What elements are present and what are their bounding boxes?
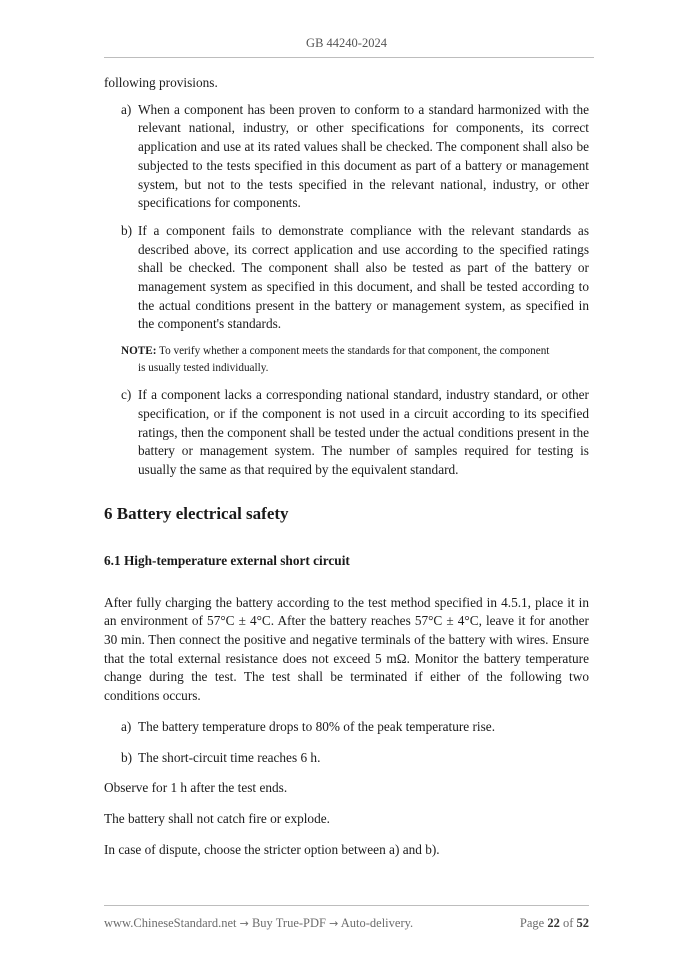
observe-text: Observe for 1 h after the test ends.	[104, 780, 288, 796]
condition-text: The short-circuit time reaches 6 h.	[138, 749, 321, 765]
list-item-text: If a component fails to demonstrate compliance with the relevant standards as described above, its correct application and use according to the specified ratings shall be checked. The component shall also be tested as part of the battery or management system as specified in this document, and shall be tested according to the actual conditions present in the battery or management system, as specified in the component's standards.	[138, 222, 589, 332]
condition-item-b	[121, 749, 589, 768]
intro-text: following provisions.	[104, 75, 218, 90]
list-item-label: a)	[121, 101, 132, 117]
list-item-c	[121, 386, 589, 480]
footer-divider	[104, 905, 589, 906]
list-item-text: If a component lacks a corresponding national standard, industry standard, or other specification, or if the component is not used in a circuit according to its specified ratings, then the component shall be tested under the actual conditions present in the battery or management system. The number of samples required for testing is usually the same as that required by the equivalent standard.	[138, 387, 589, 477]
note-text-continued: is usually tested individually.	[138, 362, 269, 375]
dispute-text: In case of dispute, choose the stricter option between a) and b).	[104, 841, 440, 857]
condition-item-a	[121, 718, 589, 737]
note-text: To verify whether a component meets the standards for that component, the component	[159, 345, 550, 358]
requirement-text: The battery shall not catch fire or explode.	[104, 810, 330, 826]
page-word: Page	[519, 916, 545, 930]
total-pages: 52	[576, 916, 589, 930]
note-label: NOTE:	[121, 345, 157, 358]
arrow-right-icon: →	[329, 917, 339, 930]
header-divider	[104, 57, 594, 58]
list-item-b	[121, 222, 589, 334]
current-page: 22	[547, 916, 560, 930]
list-item-label: b)	[121, 222, 133, 238]
page-content	[104, 74, 589, 859]
condition-label: b)	[121, 749, 133, 765]
auto-delivery-text: Auto-delivery.	[340, 916, 414, 930]
list-item-text: When a component has been proven to conform to a standard harmonized with the relevant national, industry, or other specifications for components, its correct application and use at its rated values shall be checked. The component shall also be subjected to the tests specified in this document as part of a battery or management system, but not to the tests specified in the relevant national, industry, or other specifications for components.	[138, 101, 589, 211]
note-block	[121, 343, 589, 377]
site-link[interactable]: www.ChineseStandard.net	[104, 916, 237, 930]
footer-links	[104, 916, 413, 931]
test-procedure-paragraph: After fully charging the battery according to the test method specified in 4.5.1, place it in an environment of 57°C ± 4°C. After the battery reaches 57°C ± 4°C, leave it for another 30 min. Then connect the positive and negative terminals of the battery with wires. Ensure that the total external resistance does not exceed 5 mΩ. Monitor the battery temperature change during the test. The test shall be terminated if either of the following two conditions occurs.	[104, 594, 589, 704]
condition-text: The battery temperature drops to 80% of the peak temperature rise.	[138, 718, 496, 734]
page-number	[520, 916, 589, 931]
of-word: of	[562, 916, 574, 930]
condition-label: a)	[121, 718, 132, 734]
list-item-label: c)	[121, 387, 132, 403]
section-heading: 6 Battery electrical safety	[104, 503, 289, 523]
buy-pdf-link[interactable]: Buy True-PDF	[251, 916, 326, 930]
list-item-a	[121, 101, 589, 213]
subsection-heading: 6.1 High-temperature external short circuit	[104, 552, 350, 568]
arrow-right-icon: →	[239, 917, 249, 930]
document-id-header: GB 44240-2024	[306, 36, 387, 50]
